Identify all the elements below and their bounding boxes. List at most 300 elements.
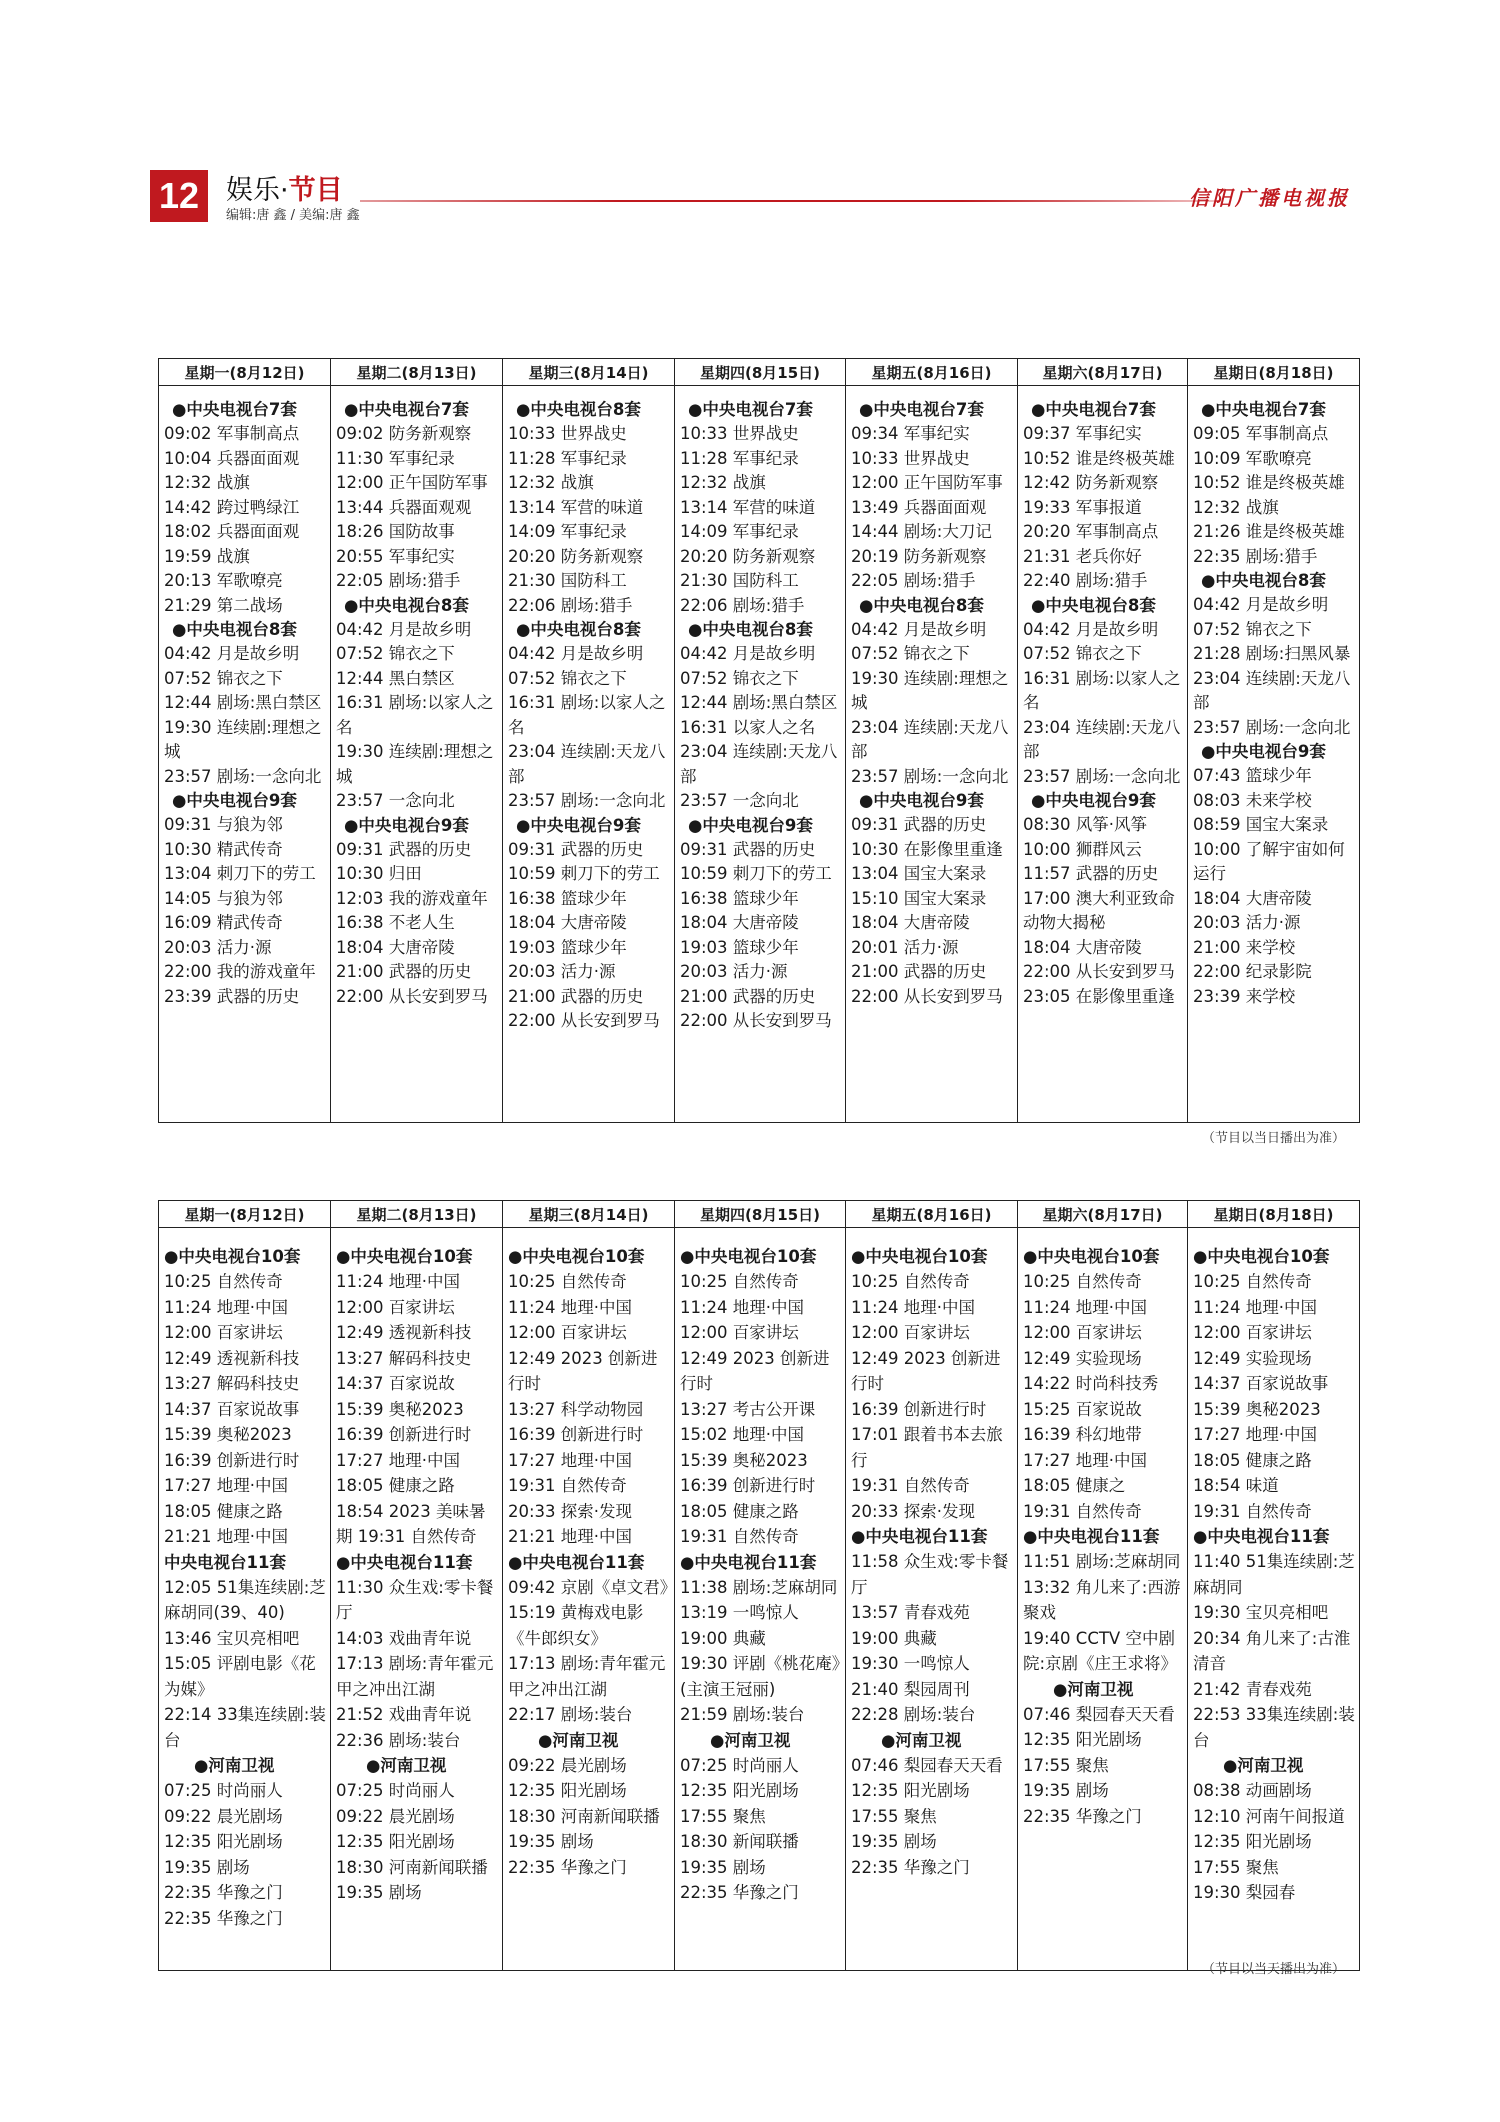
program-entry: 09:22 晨光剧场 [508, 1755, 627, 1775]
program-entry: 04:42 月是故乡明 [336, 619, 472, 639]
channel-heading: ●中央电视台11套 [336, 1552, 473, 1572]
program-entry: 22:35 华豫之门 [851, 1857, 970, 1877]
program-entry: 20:01 活力·源 [851, 937, 959, 957]
program-entry: 23:04 连续剧:天龙八部 [508, 742, 666, 786]
program-entry: 17:13 剧场:青年霍元甲之冲出江湖 [336, 1654, 494, 1699]
program-entry: 19:31 自然传奇 [680, 1527, 799, 1546]
program-entry: 16:39 创新进行时 [680, 1476, 816, 1495]
day-column [331, 386, 503, 1123]
program-entry: 18:05 健康之路 [1193, 1450, 1312, 1470]
channel-heading: ●中央电视台8套 [172, 620, 297, 639]
program-entry: 19:40 CCTV 空中剧院:京剧《庄王求将》 [1023, 1628, 1178, 1673]
program-entry: 19:35 剧场 [851, 1832, 937, 1851]
program-entry: 22:00 从长安到罗马 [508, 1011, 660, 1030]
program-entry: 21:00 武器的历史 [851, 962, 987, 981]
day-listing [503, 386, 674, 1034]
day-header: 星期五(8月16日) [846, 359, 1018, 386]
day-header: 星期二(8月13日) [331, 1201, 503, 1228]
program-entry: 18:04 大唐帝陵 [680, 913, 799, 932]
program-entry: 14:37 百家说故事 [1193, 1374, 1329, 1393]
program-entry: 10:25 自然传奇 [1193, 1272, 1312, 1291]
day-column [846, 386, 1018, 1123]
program-entry: 17:00 澳大利亚致命动物大揭秘 [1023, 888, 1175, 932]
program-entry: 12:00 百家讲坛 [851, 1323, 970, 1342]
program-entry: 10:00 狮群风云 [1023, 839, 1142, 859]
program-entry: 22:35 华豫之门 [1023, 1806, 1142, 1826]
day-listing [331, 386, 502, 1009]
program-entry: 12:05 51集连续剧:芝麻胡同(39、40) [164, 1577, 326, 1622]
program-entry: 18:54 2023 美味暑期 19:31 自然传奇 [336, 1501, 486, 1546]
channel-heading: ●中央电视台8套 [344, 595, 469, 615]
program-entry: 10:09 军歌嘹亮 [1193, 448, 1312, 468]
program-entry: 18:04 大唐帝陵 [336, 937, 455, 957]
program-entry: 19:30 评剧《桃花庵》(主演王冠丽) [680, 1654, 841, 1699]
program-entry: 17:27 地理·中国 [164, 1476, 289, 1495]
program-entry: 19:35 剧场 [508, 1832, 594, 1851]
program-entry: 23:57 一念向北 [680, 791, 799, 810]
program-entry: 07:25 时尚丽人 [336, 1781, 455, 1800]
program-entry: 23:04 连续剧:天龙八部 [851, 717, 1009, 761]
program-entry: 23:57 剧场:一念向北 [851, 766, 1009, 786]
program-entry: 20:33 探索·发现 [508, 1501, 633, 1521]
program-entry: 22:35 华豫之门 [164, 1883, 283, 1902]
program-entry: 21:59 剧场:装台 [680, 1705, 805, 1724]
program-entry: 13:19 一鸣惊人 [680, 1603, 799, 1622]
channel-heading: ●中央电视台11套 [851, 1527, 988, 1546]
channel-heading: ●中央电视台7套 [688, 400, 813, 419]
program-entry: 15:39 奥秘2023 [336, 1399, 464, 1419]
program-entry: 22:05 剧场:猎手 [336, 571, 461, 590]
program-entry: 12:00 正午国防军事 [851, 473, 1003, 492]
program-entry: 19:03 篮球少年 [680, 937, 799, 957]
schedule-table-week1 [158, 358, 1360, 1123]
program-entry: 22:36 剧场:装台 [336, 1730, 461, 1750]
program-entry: 08:59 国宝大案录 [1193, 815, 1329, 834]
program-entry: 22:00 纪录影院 [1193, 962, 1312, 981]
channel-heading: ●中央电视台10套 [336, 1247, 473, 1266]
program-entry: 08:30 风筝·风筝 [1023, 815, 1148, 834]
day-column [1188, 1228, 1360, 1971]
program-entry: 11:24 地理·中国 [508, 1297, 633, 1317]
program-entry: 16:39 创新进行时 [336, 1425, 472, 1444]
program-entry: 21:30 国防科工 [508, 571, 627, 590]
program-entry: 23:04 连续剧:天龙八部 [1023, 717, 1181, 761]
program-entry: 21:28 剧场:扫黑风暴 [1193, 644, 1351, 663]
program-entry: 12:49 实验现场 [1023, 1348, 1142, 1368]
day-listing [846, 1228, 1017, 1880]
program-entry: 21:21 地理·中国 [508, 1527, 633, 1546]
program-entry: 12:49 2023 创新进行时 [851, 1348, 1001, 1393]
channel-heading: ●中央电视台8套 [1031, 595, 1156, 615]
program-entry: 18:05 健康之路 [164, 1501, 283, 1521]
newspaper-name: 信阳广播电视报 [1189, 186, 1350, 210]
program-entry: 22:14 33集连续剧:装台 [164, 1705, 326, 1750]
program-entry: 21:29 第二战场 [164, 595, 283, 615]
program-entry: 16:39 科幻地带 [1023, 1425, 1142, 1444]
channel-heading: ●中央电视台11套 [508, 1552, 645, 1572]
program-entry: 22:05 剧场:猎手 [851, 571, 976, 590]
channel-heading: ●中央电视台8套 [1201, 571, 1326, 590]
day-listing [331, 1228, 502, 1906]
program-entry: 10:59 刺刀下的劳工 [680, 864, 832, 883]
program-entry: 08:38 动画剧场 [1193, 1781, 1312, 1800]
program-entry: 12:00 百家讲坛 [336, 1297, 455, 1317]
program-entry: 20:20 军事制高点 [1023, 522, 1159, 541]
program-entry: 21:00 武器的历史 [508, 986, 644, 1006]
day-listing [1018, 1228, 1187, 1829]
program-entry: 15:25 百家说故 [1023, 1399, 1142, 1419]
program-entry: 14:03 戏曲青年说 [336, 1628, 472, 1648]
program-entry: 07:52 锦衣之下 [1023, 644, 1142, 663]
channel-heading: ●中央电视台10套 [680, 1247, 817, 1266]
channel-heading: ●中央电视台9套 [516, 815, 641, 835]
program-entry: 19:00 典藏 [851, 1628, 937, 1648]
program-entry: 10:25 自然传奇 [680, 1272, 799, 1291]
program-entry: 20:19 防务新观察 [851, 546, 987, 566]
program-entry: 09:31 与狼为邻 [164, 815, 283, 834]
channel-heading: ●河南卫视 [1223, 1756, 1304, 1775]
program-entry: 19:31 自然传奇 [851, 1476, 970, 1495]
program-entry: 17:55 聚焦 [680, 1806, 766, 1826]
program-entry: 09:37 军事纪实 [1023, 424, 1142, 443]
program-entry: 07:52 锦衣之下 [851, 644, 970, 663]
program-entry: 12:35 阳光剧场 [336, 1832, 455, 1851]
program-entry: 19:03 篮球少年 [508, 937, 627, 957]
program-entry: 19:31 自然传奇 [1193, 1501, 1312, 1521]
program-entry: 14:09 军事纪录 [680, 522, 799, 541]
program-entry: 16:31 剧场:以家人之名 [1023, 668, 1181, 712]
program-entry: 19:33 军事报道 [1023, 497, 1142, 517]
program-entry: 15:39 奥秘2023 [164, 1425, 292, 1444]
channel-heading: ●中央电视台9套 [1201, 742, 1326, 761]
program-entry: 09:42 京剧《卓文君》 [508, 1577, 677, 1597]
program-entry: 11:57 武器的历史 [1023, 864, 1159, 883]
day-header: 星期六(8月17日) [1018, 359, 1188, 386]
program-entry: 23:05 在影像里重逢 [1023, 986, 1175, 1006]
channel-heading: ●中央电视台8套 [688, 620, 813, 639]
program-entry: 12:35 阳光剧场 [1193, 1832, 1312, 1851]
program-entry: 07:52 锦衣之下 [680, 668, 799, 688]
channel-heading: ●中央电视台10套 [851, 1247, 988, 1266]
program-entry: 12:03 我的游戏童年 [336, 888, 488, 908]
program-entry: 12:49 实验现场 [1193, 1348, 1312, 1368]
program-entry: 04:42 月是故乡明 [680, 644, 816, 663]
channel-heading: ●中央电视台8套 [859, 595, 984, 615]
program-entry: 14:05 与狼为邻 [164, 888, 283, 908]
program-entry: 13:32 角儿来了:西游聚戏 [1023, 1577, 1181, 1622]
program-entry: 13:14 军营的味道 [508, 497, 644, 517]
day-column [159, 386, 331, 1123]
channel-heading: ●中央电视台7套 [1201, 400, 1326, 419]
program-entry: 19:30 一鸣惊人 [851, 1654, 970, 1673]
program-entry: 10:59 刺刀下的劳工 [508, 864, 660, 883]
program-entry: 16:31 以家人之名 [680, 717, 816, 737]
day-header: 星期三(8月14日) [503, 359, 675, 386]
program-entry: 23:04 连续剧:天龙八部 [1193, 668, 1351, 712]
program-entry: 16:09 精武传奇 [164, 913, 283, 932]
program-entry: 12:49 2023 创新进行时 [508, 1348, 658, 1393]
channel-heading: 中央电视台11套 [164, 1552, 286, 1572]
program-entry: 21:40 梨园周刊 [851, 1679, 970, 1699]
program-entry: 13:27 科学动物园 [508, 1399, 644, 1419]
program-entry: 23:57 剧场:一念向北 [164, 766, 322, 786]
day-column [675, 386, 846, 1123]
day-column [159, 1228, 331, 1971]
program-entry: 07:43 篮球少年 [1193, 766, 1312, 785]
channel-heading: ●河南卫视 [538, 1730, 619, 1750]
program-entry: 19:35 剧场 [164, 1857, 250, 1877]
program-entry: 09:31 武器的历史 [336, 839, 472, 859]
program-entry: 12:44 剧场:黑白禁区 [164, 693, 322, 712]
program-entry: 16:31 剧场:以家人之名 [336, 693, 494, 737]
program-entry: 04:42 月是故乡明 [1193, 595, 1329, 614]
program-entry: 23:57 剧场:一念向北 [1023, 766, 1181, 786]
program-entry: 12:44 剧场:黑白禁区 [680, 693, 838, 712]
day-header: 星期一(8月12日) [159, 359, 331, 386]
program-entry: 11:28 军事纪录 [508, 448, 627, 468]
program-entry: 17:27 地理·中国 [1023, 1450, 1148, 1470]
program-entry: 12:32 战旗 [164, 473, 250, 492]
program-entry: 22:35 华豫之门 [164, 1908, 283, 1928]
program-entry: 12:00 百家讲坛 [164, 1323, 283, 1342]
program-entry: 07:52 锦衣之下 [164, 668, 283, 688]
program-entry: 21:42 青春戏苑 [1193, 1679, 1312, 1699]
program-entry: 19:35 剧场 [1023, 1781, 1109, 1800]
program-entry: 17:55 聚焦 [1193, 1857, 1279, 1877]
program-entry: 21:52 戏曲青年说 [336, 1705, 472, 1724]
program-entry: 15:19 黄梅戏电影《牛郎织女》 [508, 1603, 644, 1648]
program-entry: 22:00 从长安到罗马 [680, 1011, 832, 1030]
program-entry: 14:44 剧场:大刀记 [851, 522, 992, 541]
program-entry: 11:24 地理·中国 [336, 1272, 461, 1291]
program-entry: 22:06 剧场:猎手 [508, 595, 633, 615]
program-entry: 19:30 连续剧:理想之城 [336, 742, 494, 786]
program-entry: 10:00 了解宇宙如何运行 [1193, 839, 1345, 883]
program-entry: 19:59 战旗 [164, 546, 250, 566]
program-entry: 12:00 正午国防军事 [336, 473, 488, 492]
program-entry: 17:27 地理·中国 [508, 1450, 633, 1470]
channel-heading: ●中央电视台7套 [859, 400, 984, 419]
program-entry: 20:55 军事纪实 [336, 546, 455, 566]
program-entry: 16:39 创新进行时 [851, 1399, 987, 1419]
program-entry: 10:33 世界战史 [680, 424, 799, 443]
program-entry: 18:04 大唐帝陵 [508, 913, 627, 932]
program-entry: 22:53 33集连续剧:装台 [1193, 1705, 1355, 1750]
section-accent: 节目 [288, 175, 343, 206]
program-entry: 15:39 奥秘2023 [680, 1450, 808, 1470]
program-entry: 14:09 军事纪录 [508, 522, 627, 541]
program-entry: 07:46 梨园春天天看 [851, 1755, 1003, 1775]
program-entry: 14:42 跨过鸭绿江 [164, 497, 300, 517]
program-entry: 07:46 梨园春天天看 [1023, 1704, 1175, 1724]
channel-heading: ●中央电视台7套 [172, 400, 297, 419]
program-entry: 10:30 归田 [336, 864, 422, 883]
program-entry: 10:33 世界战史 [851, 448, 970, 468]
day-listing [503, 1228, 677, 1880]
program-entry: 08:03 未来学校 [1193, 790, 1312, 810]
program-entry: 10:30 精武传奇 [164, 839, 283, 859]
program-entry: 10:25 自然传奇 [508, 1272, 627, 1291]
program-entry: 16:39 创新进行时 [508, 1425, 644, 1444]
program-entry: 11:28 军事纪录 [680, 448, 799, 468]
program-entry: 11:38 剧场:芝麻胡同 [680, 1577, 838, 1597]
page-header [150, 168, 1350, 228]
program-entry: 21:30 国防科工 [680, 571, 799, 590]
program-entry: 19:31 自然传奇 [508, 1476, 627, 1495]
channel-heading: ●河南卫视 [881, 1730, 962, 1750]
day-column [1018, 1228, 1188, 1971]
day-listing [846, 386, 1017, 1009]
program-entry: 21:00 来学校 [1193, 937, 1296, 957]
day-column [503, 1228, 675, 1971]
program-entry: 10:25 自然传奇 [164, 1272, 283, 1291]
program-entry: 18:30 河南新闻联播 [336, 1857, 488, 1877]
day-listing [159, 1228, 330, 1931]
channel-heading: ●中央电视台9套 [859, 791, 984, 810]
schedule-note: （节目以当日播出为准） [1201, 1131, 1345, 1146]
program-entry: 20:03 活力·源 [1193, 913, 1301, 932]
schedule-note: （节目以当天播出为准） [1201, 1962, 1345, 1977]
day-header: 星期一(8月12日) [159, 1201, 331, 1228]
channel-heading: ●河南卫视 [1053, 1679, 1134, 1699]
channel-heading: ●中央电视台11套 [680, 1552, 817, 1572]
program-entry: 20:03 活力·源 [508, 962, 616, 981]
program-entry: 20:34 角儿来了:古淮清音 [1193, 1628, 1351, 1673]
program-entry: 23:39 来学校 [1193, 986, 1296, 1006]
program-entry: 13:04 刺刀下的劳工 [164, 864, 316, 883]
program-entry: 13:27 考古公开课 [680, 1399, 816, 1419]
program-entry: 14:37 百家说故 [336, 1374, 455, 1393]
channel-heading: ●中央电视台9套 [1031, 791, 1156, 810]
program-entry: 18:04 大唐帝陵 [1193, 888, 1312, 908]
program-entry: 04:42 月是故乡明 [1023, 619, 1159, 639]
program-entry: 13:46 宝贝亮相吧 [164, 1628, 300, 1648]
program-entry: 19:30 宝贝亮相吧 [1193, 1603, 1329, 1622]
day-column [1018, 386, 1188, 1123]
program-entry: 14:37 百家说故事 [164, 1399, 300, 1419]
program-entry: 17:27 地理·中国 [336, 1450, 461, 1470]
program-entry: 16:39 创新进行时 [164, 1450, 300, 1470]
program-entry: 13:27 解码科技史 [164, 1374, 300, 1393]
program-entry: 21:00 武器的历史 [680, 986, 816, 1006]
program-entry: 22:00 从长安到罗马 [851, 986, 1003, 1006]
program-entry: 12:32 战旗 [1193, 497, 1279, 517]
program-entry: 18:02 兵器面面观 [164, 522, 300, 541]
program-entry: 18:05 健康之路 [336, 1476, 455, 1495]
program-entry: 10:52 谁是终极英雄 [1193, 473, 1345, 492]
day-header: 星期五(8月16日) [846, 1201, 1018, 1228]
program-entry: 22:06 剧场:猎手 [680, 595, 805, 615]
program-entry: 15:02 地理·中国 [680, 1425, 805, 1444]
program-entry: 13:27 解码科技史 [336, 1348, 472, 1368]
program-entry: 12:00 百家讲坛 [1023, 1323, 1142, 1342]
program-entry: 12:32 战旗 [508, 473, 594, 492]
program-entry: 20:03 活力·源 [680, 962, 788, 981]
program-entry: 13:04 国宝大案录 [851, 864, 987, 883]
program-entry: 18:05 健康之路 [680, 1501, 799, 1521]
program-entry: 09:31 武器的历史 [508, 839, 644, 859]
program-entry: 16:38 不老人生 [336, 913, 455, 932]
program-entry: 12:35 阳光剧场 [164, 1832, 283, 1851]
program-entry: 07:52 锦衣之下 [336, 644, 455, 663]
program-entry: 15:05 评剧电影《花为媒》 [164, 1654, 316, 1699]
day-listing [159, 386, 330, 1009]
program-entry: 11:40 51集连续剧:芝麻胡同 [1193, 1552, 1355, 1597]
program-entry: 11:58 众生戏:零卡餐厅 [851, 1552, 1009, 1597]
program-entry: 19:30 连续剧:理想之城 [851, 668, 1009, 712]
program-entry: 17:13 剧场:青年霍元甲之冲出江湖 [508, 1654, 666, 1699]
program-entry: 10:52 谁是终极英雄 [1023, 448, 1175, 468]
day-column [1188, 386, 1360, 1123]
program-entry: 04:42 月是故乡明 [164, 644, 300, 663]
program-entry: 12:42 防务新观察 [1023, 473, 1159, 492]
program-entry: 13:14 军营的味道 [680, 497, 816, 517]
program-entry: 20:03 活力·源 [164, 937, 272, 957]
program-entry: 11:24 地理·中国 [680, 1297, 805, 1317]
channel-heading: ●中央电视台10套 [1193, 1247, 1330, 1266]
channel-heading: ●中央电视台11套 [1023, 1527, 1160, 1546]
day-header: 星期二(8月13日) [331, 359, 503, 386]
program-entry: 11:24 地理·中国 [1023, 1297, 1148, 1317]
program-entry: 22:35 华豫之门 [680, 1883, 799, 1902]
section-title [226, 168, 343, 207]
program-entry: 19:00 典藏 [680, 1628, 766, 1648]
day-header: 星期四(8月15日) [675, 1201, 846, 1228]
program-entry: 22:28 剧场:装台 [851, 1705, 976, 1724]
section-name: 娱乐· [226, 175, 289, 206]
program-entry: 10:25 自然传奇 [851, 1272, 970, 1291]
channel-heading: ●中央电视台10套 [164, 1247, 301, 1266]
channel-heading: ●中央电视台9套 [172, 791, 297, 810]
program-entry: 12:35 阳光剧场 [1023, 1730, 1142, 1749]
page-number: 12 [150, 170, 208, 222]
day-listing [1018, 386, 1187, 1009]
program-entry: 12:49 透视新科技 [164, 1348, 300, 1368]
program-entry: 10:30 在影像里重逢 [851, 839, 1003, 859]
program-entry: 09:22 晨光剧场 [164, 1806, 283, 1826]
program-entry: 13:44 兵器面观观 [336, 497, 472, 517]
program-entry: 23:57 一念向北 [336, 791, 455, 810]
program-entry: 22:00 从长安到罗马 [1023, 962, 1175, 981]
channel-heading: ●中央电视台7套 [1031, 400, 1156, 419]
program-entry: 11:24 地理·中国 [851, 1297, 976, 1317]
program-entry: 12:10 河南午间报道 [1193, 1806, 1345, 1826]
program-entry: 13:49 兵器面面观 [851, 497, 987, 517]
header-rule [360, 200, 1220, 202]
program-entry: 11:24 地理·中国 [1193, 1297, 1318, 1317]
program-entry: 14:22 时尚科技秀 [1023, 1374, 1159, 1393]
day-column [503, 386, 675, 1123]
program-entry: 20:13 军歌嘹亮 [164, 571, 283, 590]
program-entry: 22:17 剧场:装台 [508, 1705, 633, 1724]
program-entry: 07:52 锦衣之下 [508, 668, 627, 688]
program-entry: 19:30 梨园春 [1193, 1883, 1296, 1902]
day-listing [675, 1228, 845, 1906]
program-entry: 09:02 防务新观察 [336, 424, 472, 443]
channel-heading: ●中央电视台8套 [516, 400, 641, 419]
program-entry: 17:27 地理·中国 [1193, 1425, 1318, 1444]
program-entry: 19:35 剧场 [680, 1857, 766, 1877]
program-entry: 09:05 军事制高点 [1193, 424, 1329, 443]
program-entry: 15:10 国宝大案录 [851, 888, 987, 908]
channel-heading: ●中央电视台11套 [1193, 1527, 1330, 1546]
schedule-table-week2 [158, 1200, 1360, 1971]
program-entry: 21:00 武器的历史 [336, 962, 472, 981]
channel-heading: ●中央电视台10套 [508, 1247, 645, 1266]
program-entry: 09:34 军事纪实 [851, 424, 970, 443]
program-entry: 11:24 地理·中国 [164, 1297, 289, 1317]
program-entry: 21:31 老兵你好 [1023, 546, 1142, 566]
